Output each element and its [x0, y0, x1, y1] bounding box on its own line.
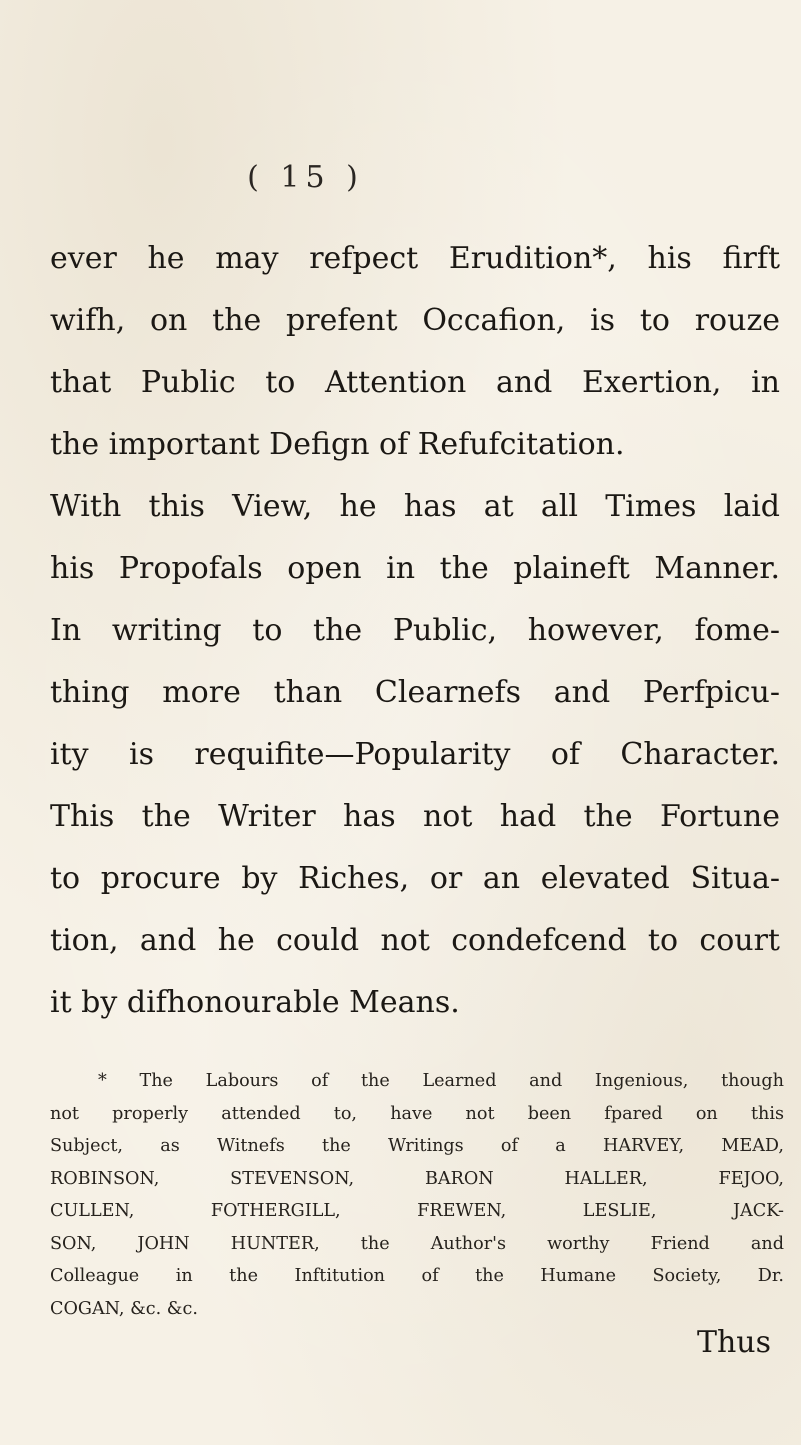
text-line: In writing to the Public, however, fome- [50, 613, 780, 648]
page-number: ( 15 ) [247, 160, 364, 195]
text-line: wifh, on the prefent Occafion, is to rouze [50, 303, 780, 338]
text-line: the important Defign of Refufcitation. [50, 427, 625, 462]
catchword: Thus [696, 1325, 771, 1360]
text-line: ity is requifite—Popularity of Character. [50, 737, 780, 772]
footnote [50, 1065, 784, 1325]
text-line: This the Writer has not had the Fortune [50, 799, 780, 834]
text-line: With this View, he has at all Times laid [50, 489, 780, 524]
text-line: it by difhonourable Means. [50, 985, 460, 1020]
text-line: ever he may refpect Erudition*, his firft [50, 241, 780, 276]
text-line: to procure by Riches, or an elevated Situa- [50, 861, 780, 896]
footnote-line: * The Labours of the Learned and Ingenious, though [98, 1071, 784, 1091]
footnote-line: Subject, as Witnefs the Writings of a HARVEY, MEAD, [50, 1136, 784, 1156]
text-line: that Public to Attention and Exertion, in [50, 365, 780, 400]
footnote-line: Colleague in the Inftitution of the Humane Society, Dr. [50, 1266, 784, 1286]
footnote-line: ROBINSON, STEVENSON, BARON HALLER, FEJOO, [50, 1168, 784, 1189]
footnote-line: SON, JOHN HUNTER, the Author's worthy Friend and [50, 1233, 784, 1254]
text-line: tion, and he could not condefcend to court [50, 923, 780, 958]
text-line: his Propofals open in the plaineft Manner. [50, 551, 780, 586]
text-line: thing more than Clearnefs and Perfpicu- [50, 675, 780, 710]
footnote-line: not properly attended to, have not been fpared on this [50, 1103, 784, 1124]
main-paragraph [50, 228, 780, 1034]
footnote-line: COGAN, &c. &c. [50, 1298, 198, 1319]
footnote-line: CULLEN, FOTHERGILL, FREWEN, LESLIE, JACK- [50, 1201, 784, 1221]
